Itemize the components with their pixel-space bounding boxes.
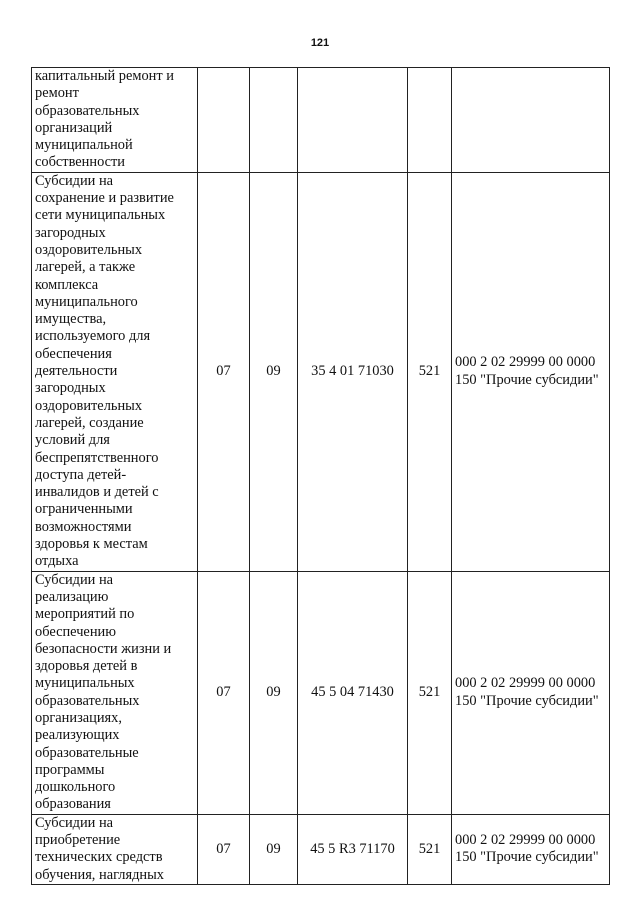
description-line: возможностями — [35, 518, 132, 535]
description-line: имущества, — [35, 311, 107, 328]
revenue-code-line: 150 "Прочие субсидии" — [455, 692, 599, 709]
description-line: ограниченными — [35, 501, 133, 518]
revenue-code-cell — [452, 172, 610, 571]
section-cell: 07 — [198, 172, 250, 571]
subsection-cell: 09 — [250, 172, 298, 571]
description-line: оздоровительных — [35, 241, 143, 258]
row-description — [32, 68, 198, 173]
description-line: здоровья детей в — [35, 658, 138, 675]
description-line: программы — [35, 761, 105, 778]
table-row — [32, 68, 610, 173]
description-line: капитальный ремонт и — [35, 68, 174, 84]
revenue-code-line: 150 "Прочие субсидии" — [455, 849, 599, 866]
table-row — [32, 814, 610, 884]
description-line: доступа детей- — [35, 466, 127, 483]
subsection-cell: 09 — [250, 571, 298, 814]
description-line: обеспечения — [35, 345, 112, 362]
revenue-code-line: 000 2 02 29999 00 0000 — [455, 675, 596, 692]
revenue-code-cell — [452, 814, 610, 884]
revenue-code-line: 000 2 02 29999 00 0000 — [455, 354, 596, 371]
row-description — [32, 571, 198, 814]
target-article-cell: 45 5 R3 71170 — [298, 814, 408, 884]
description-line: здоровья к местам — [35, 536, 148, 553]
description-line: Субсидии на — [35, 571, 114, 588]
description-line: комплекса — [35, 276, 99, 293]
row-description — [32, 814, 198, 884]
target-article-cell: 45 5 04 71430 — [298, 571, 408, 814]
expense-type-cell — [408, 68, 452, 173]
revenue-code-cell — [452, 571, 610, 814]
description-line: инвалидов и детей с — [35, 484, 159, 501]
description-line: образования — [35, 796, 111, 813]
target-article-cell: 35 4 01 71030 — [298, 172, 408, 571]
description-line: оздоровительных — [35, 397, 143, 414]
table-row — [32, 571, 610, 814]
description-line: безопасности жизни и — [35, 640, 172, 657]
description-line: образовательных — [35, 102, 140, 119]
subsection-cell — [250, 68, 298, 173]
expense-type-cell: 521 — [408, 172, 452, 571]
description-line: муниципального — [35, 293, 138, 310]
revenue-code-line: 000 2 02 29999 00 0000 — [455, 832, 596, 849]
description-line: организаций — [35, 119, 113, 136]
description-line: дошкольного — [35, 779, 116, 796]
description-line: сети муниципальных — [35, 207, 166, 224]
expense-type-cell: 521 — [408, 814, 452, 884]
table-body — [32, 68, 610, 885]
target-article-cell — [298, 68, 408, 173]
description-line: используемого для — [35, 328, 151, 345]
description-line: реализацию — [35, 588, 109, 605]
description-line: отдыха — [35, 553, 79, 570]
description-line: муниципальных — [35, 675, 135, 692]
description-line: приобретение — [35, 832, 121, 849]
page-number: 121 — [310, 37, 330, 49]
description-line: технических средств — [35, 849, 163, 866]
row-description — [32, 172, 198, 571]
description-line: Субсидии на — [35, 814, 114, 831]
revenue-code-line: 150 "Прочие субсидии" — [455, 371, 599, 388]
description-line: лагерей, создание — [35, 414, 144, 431]
description-line: муниципальной — [35, 137, 133, 154]
description-line: сохранение и развитие — [35, 190, 174, 207]
description-line: ремонт — [35, 85, 79, 102]
description-line: загородных — [35, 224, 106, 241]
description-line: лагерей, а также — [35, 259, 136, 276]
section-cell — [198, 68, 250, 173]
description-line: образовательных — [35, 692, 140, 709]
description-line: Субсидии на — [35, 172, 114, 189]
description-line: беспрепятственного — [35, 449, 159, 466]
revenue-code-cell — [452, 68, 610, 173]
description-line: собственности — [35, 154, 126, 171]
description-line: загородных — [35, 380, 106, 397]
table-row — [32, 172, 610, 571]
description-line: мероприятий по — [35, 606, 135, 623]
expense-type-cell: 521 — [408, 571, 452, 814]
subsection-cell: 09 — [250, 814, 298, 884]
description-line: реализующих — [35, 727, 120, 744]
description-line: образовательные — [35, 744, 139, 761]
description-line: обучения, наглядных — [35, 866, 164, 883]
description-line: условий для — [35, 432, 110, 449]
description-line: обеспечению — [35, 623, 116, 640]
section-cell: 07 — [198, 814, 250, 884]
budget-table — [31, 67, 610, 885]
description-line: деятельности — [35, 363, 118, 380]
description-line: организациях, — [35, 709, 122, 726]
section-cell: 07 — [198, 571, 250, 814]
